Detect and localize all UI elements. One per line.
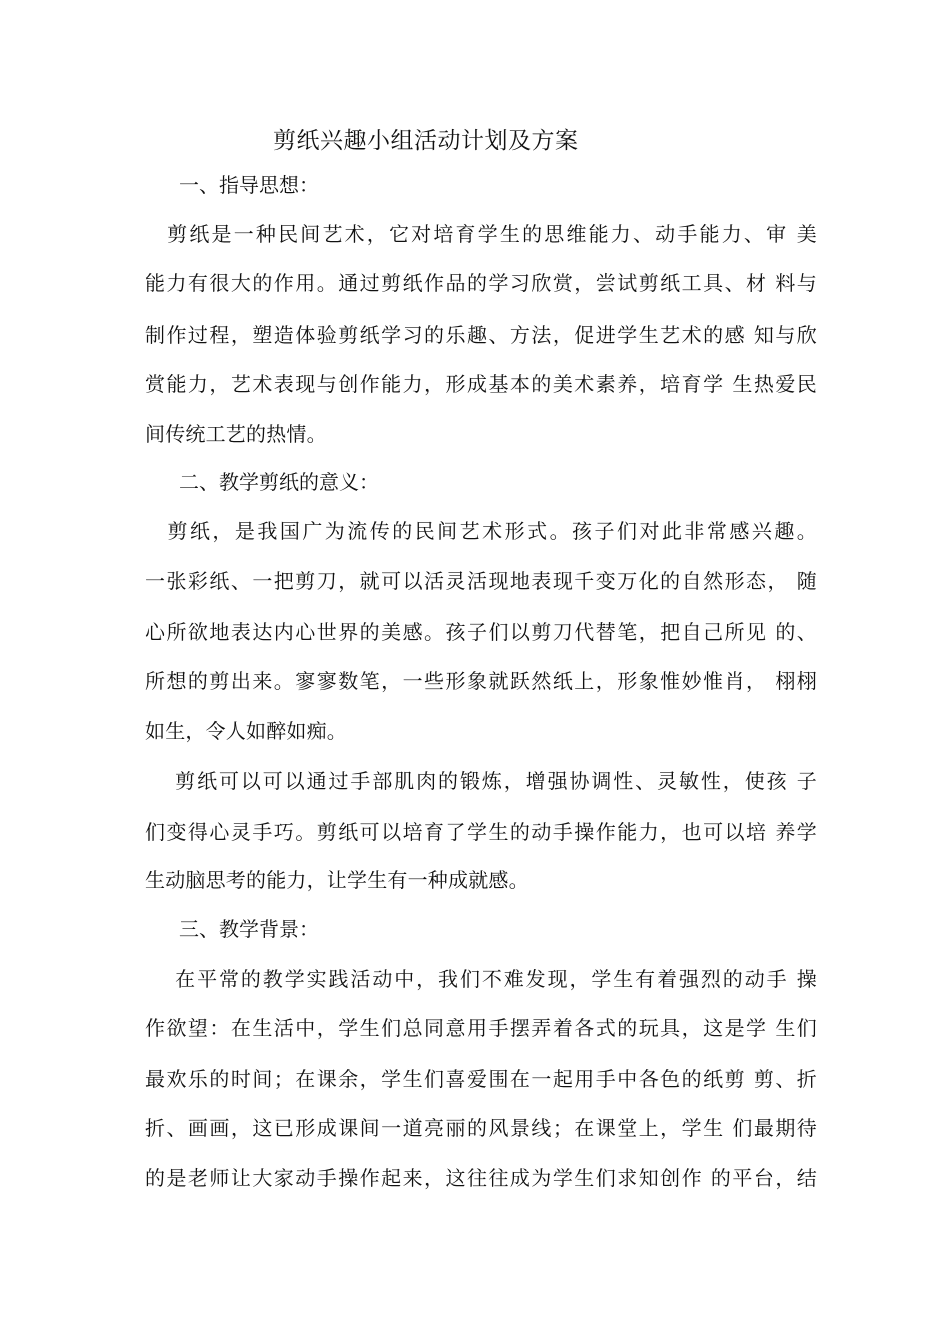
paragraph-line: 生动脑思考的能力，让学生有一种成就感。 [145,868,529,892]
paragraph-line: 的是老师让大家动手操作起来，这往往成为学生们求知创作 的平台，结 [145,1166,817,1190]
paragraph-line: 们变得心灵手巧。剪纸可以培育了学生的动手操作能力，也可以培 养学 [145,820,817,844]
paragraph-line: 在平常的教学实践活动中，我们不难发现，学生有着强烈的动手 操 [145,967,817,991]
paragraph-line: 如生，令人如醉如痴。 [145,719,347,743]
paragraph-line: 间传统工艺的热情。 [145,422,327,446]
paragraph-line: 折、画画，这已形成课间一道亮丽的风景线；在课堂上，学生 们最期待 [145,1116,817,1140]
paragraph-line: 剪纸是一种民间艺术，它对培育学生的思维能力、动手能力、审 美 [145,222,817,246]
paragraph-line: 制作过程，塑造体验剪纸学习的乐趣、方法，促进学生艺术的感 知与欣 [145,323,817,347]
paragraph-line: 心所欲地表达内心世界的美感。孩子们以剪刀代替笔，把自己所见 的、 [145,620,817,644]
paragraph-line: 剪纸，是我国广为流传的民间艺术形式。孩子们对此非常感兴趣。 [145,519,817,543]
paragraph-line: 能力有很大的作用。通过剪纸作品的学习欣赏，尝试剪纸工具、材 料与 [145,271,817,295]
document-title: 剪纸兴趣小组活动计划及方案 [273,128,579,154]
paragraph-line: 赏能力，艺术表现与创作能力，形成基本的美术素养，培育学 生热爱民 [145,372,817,396]
paragraph-line: 一张彩纸、一把剪刀，就可以活灵活现地表现千变万化的自然形态， 随 [145,569,817,593]
paragraph-line: 所想的剪出来。寥寥数笔，一些形象就跃然纸上，形象惟妙惟肖， 栩栩 [145,669,817,693]
paragraph-line: 最欢乐的时间；在课余，学生们喜爱围在一起用手中各色的纸剪 剪、折 [145,1067,817,1091]
section-heading-background: 三、教学背景： [179,917,319,941]
paragraph-line: 作欲望：在生活中，学生们总同意用手摆弄着各式的玩具，这是学 生们 [145,1016,817,1040]
paragraph-line: 剪纸可以可以通过手部肌肉的锻炼，增强协调性、灵敏性，使孩 子 [145,769,817,793]
section-heading-significance: 二、教学剪纸的意义： [179,470,379,494]
section-heading-guiding-thought: 一、指导思想： [179,173,319,197]
